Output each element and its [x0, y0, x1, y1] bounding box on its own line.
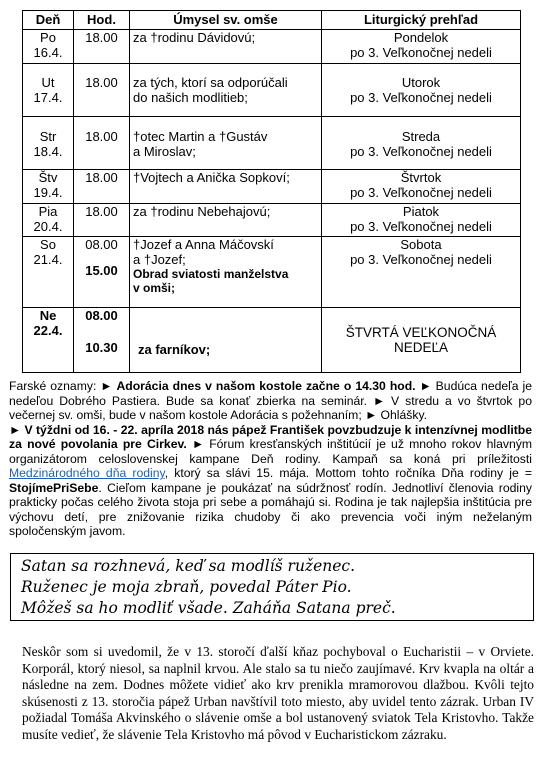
- day-name: Ne: [39, 308, 57, 323]
- intention-text: za tých, ktorí sa odporúčali: [133, 75, 288, 90]
- liturgy-desc: NEDEĽA: [393, 340, 449, 355]
- liturgy-day: Utorok: [401, 75, 441, 90]
- quote-line: Ruženec je moja zbraň, povedal Páter Pio.: [21, 578, 352, 596]
- intention-text: †otec Martin a †Gustáv: [133, 129, 268, 144]
- intention-text: Obrad sviatosti manželstva: [133, 267, 289, 281]
- day-cell: [23, 64, 74, 117]
- day-name: Ut: [41, 75, 55, 90]
- table-row: [23, 117, 521, 170]
- table-row: [23, 64, 521, 117]
- liturgy-day: Sobota: [400, 237, 442, 252]
- intention-text: do našich modlitieb;: [133, 90, 248, 105]
- intention-cell: [130, 170, 322, 204]
- liturgy-desc: po 3. Veľkonočnej nedeli: [350, 219, 492, 234]
- time-cell: [74, 170, 130, 204]
- liturgy-cell: [322, 308, 521, 373]
- day-name: Štv: [38, 170, 58, 185]
- quote-line: Satan sa rozhnevá, keď sa modlíš ruženec.: [21, 557, 356, 575]
- header-hour: Hod.: [74, 11, 130, 30]
- liturgy-cell: [322, 64, 521, 117]
- mass-time: 08.00: [85, 308, 118, 323]
- intention-text: za †rodinu Nebehajovú;: [133, 204, 271, 219]
- liturgy-cell: [322, 237, 521, 308]
- notice-text: Farské oznamy: ►: [9, 379, 117, 393]
- day-date: 16.4.: [33, 45, 63, 60]
- liturgy-day: Streda: [401, 129, 441, 144]
- notice-text: ► Budúca nedeľa je nedeľou Dobrého Pastiera. Bude sa konať zbierka na seminár. ► V stredu a vo štvrtok po večernej sv. omši, bude v našom kostole Adorácia s požehnaním; ► Ohlášky.: [9, 379, 533, 422]
- time-cell: [74, 237, 130, 308]
- parish-notices: [9, 379, 532, 539]
- intention-text: †Vojtech a Anička Sopkoví;: [133, 170, 290, 185]
- notice-text: . Cieľom kampane je poukázať na súdržnosť rodín. Jednotliví členovia rodiny prakticky počas celého života stoja pri sebe a pomáhajú si. Rodina je tak najlepšia inštitúcia pre výchovu detí, pre znižovanie rizika chudoby či ako prevencia voči iným neželaným spoločenským javom.: [9, 480, 532, 538]
- intention-cell: [130, 204, 322, 237]
- liturgy-day: Piatok: [402, 204, 440, 219]
- time-cell: [74, 117, 130, 170]
- mass-time: 18.00: [85, 30, 118, 45]
- intention-cell: [130, 30, 322, 64]
- header-liturgy: Liturgický prehľad: [322, 11, 521, 30]
- day-date: 22.4.: [33, 323, 63, 338]
- table-header-row: [23, 11, 521, 30]
- eucharistic-story: [22, 644, 534, 743]
- intention-text: za farníkov;: [138, 342, 211, 357]
- mass-time: 18.00: [85, 170, 118, 185]
- liturgy-desc: po 3. Veľkonočnej nedeli: [350, 90, 492, 105]
- liturgy-cell: [322, 204, 521, 237]
- mass-time: 08.00: [85, 237, 118, 252]
- liturgy-day: Pondelok: [393, 30, 449, 45]
- story-paragraph: Neskôr som si uvedomil, že v 13. storočí ďalší kňaz pochyboval o Eucharistii – v Orviete. Korporál, ktorý niesol, sa naplnil krvou. Ale stalo sa tu niečo zaujímavé. Krv kvapla na oltár a následne na zem. Dodnes môžete vidieť ako krv prenikla mramorovou dlažbou. Kvôli tejto skúsenosti z 13. storočia pápež Urban navštívil toto miesto, aby uvidel tento zázrak. Urban IV požiadal Tomáša Akvinského o slávenie omše a bol ustanovený sviatok Tela Kristovho. Takže musíte vedieť, že slávenie Tela Kristovho má pôvod v Eucharistickom zázraku.: [22, 644, 534, 742]
- liturgy-day: Štvrtok: [400, 170, 442, 185]
- liturgy-desc: po 3. Veľkonočnej nedeli: [350, 45, 492, 60]
- header-intention: Úmysel sv. omše: [130, 11, 322, 30]
- intention-cell: [130, 308, 322, 373]
- quote-line: Môžeš sa ho modliť všade. Zaháňa Satana preč.: [21, 599, 396, 617]
- mass-schedule-table: [22, 10, 521, 373]
- intention-text: †Jozef a Anna Máčovskí: [133, 237, 274, 252]
- table-row: [23, 204, 521, 237]
- intention-cell: [130, 64, 322, 117]
- intention-text: a †Jozef;: [133, 252, 186, 267]
- day-cell: [23, 237, 74, 308]
- day-cell: [23, 170, 74, 204]
- day-date: 18.4.: [33, 144, 63, 159]
- day-cell: [23, 30, 74, 64]
- table-row: [23, 30, 521, 64]
- notice-paragraph: [9, 379, 532, 423]
- time-cell: [74, 204, 130, 237]
- liturgy-desc: po 3. Veľkonočnej nedeli: [350, 185, 492, 200]
- day-cell: [23, 308, 74, 373]
- time-cell: [74, 64, 130, 117]
- rosary-quote-box: [10, 553, 534, 621]
- day-cell: [23, 204, 74, 237]
- liturgy-cell: [322, 170, 521, 204]
- day-cell: [23, 117, 74, 170]
- mass-time: 15.00: [85, 263, 118, 278]
- notice-paragraph: [9, 423, 532, 539]
- liturgy-desc: po 3. Veľkonočnej nedeli: [350, 144, 492, 159]
- mass-time: 18.00: [85, 204, 118, 219]
- notice-text: , ktorý sa slávi 15. mája. Mottom tohto ročníka Dňa rodiny je =: [164, 466, 532, 480]
- notice-text: ► Fórum kresťanských inštitúcií je už mnoho rokov hlavným organizátorom celoslovenskej kampane Deň rodiny. Kampaň sa koná pri príležitosti: [9, 437, 532, 466]
- day-name: So: [40, 237, 56, 252]
- day-name: Po: [40, 30, 56, 45]
- intention-text: za †rodinu Dávidovú;: [133, 30, 256, 45]
- intention-text: v omši;: [133, 281, 176, 295]
- liturgy-day: ŠTVRTÁ VEĽKONOČNÁ: [345, 325, 497, 340]
- liturgy-cell: [322, 117, 521, 170]
- liturgy-desc: po 3. Veľkonočnej nedeli: [350, 252, 492, 267]
- mass-time: 18.00: [85, 75, 118, 90]
- mass-time: 18.00: [85, 129, 118, 144]
- mass-time: 10.30: [85, 340, 118, 355]
- day-name: Pia: [38, 204, 58, 219]
- family-day-link[interactable]: Medzinárodného dňa rodiny: [9, 466, 165, 480]
- day-date: 21.4.: [33, 252, 63, 267]
- intention-text: a Miroslav;: [133, 144, 196, 159]
- time-cell: [74, 30, 130, 64]
- table-row: [23, 170, 521, 204]
- intention-cell: [130, 237, 322, 308]
- notice-text-bold: ► V týždni od 16. - 22. apríla 2018 nás pápež František povzbudzuje k intenzívnej modlitbe za nové povolania pre Cirkev.: [9, 422, 532, 451]
- campaign-motto: StojímePriSebe: [9, 480, 99, 495]
- table-row: [23, 237, 521, 308]
- liturgy-cell: [322, 30, 521, 64]
- day-name: Str: [39, 129, 57, 144]
- day-date: 19.4.: [33, 185, 63, 200]
- time-cell: [74, 308, 130, 373]
- intention-cell: [130, 117, 322, 170]
- day-date: 20.4.: [33, 219, 63, 234]
- day-date: 17.4.: [33, 90, 63, 105]
- notice-text-bold: Adorácia dnes v našom kostole začne o 14.30 hod.: [116, 379, 416, 393]
- table-row: [23, 308, 521, 373]
- header-day: Deň: [23, 11, 74, 30]
